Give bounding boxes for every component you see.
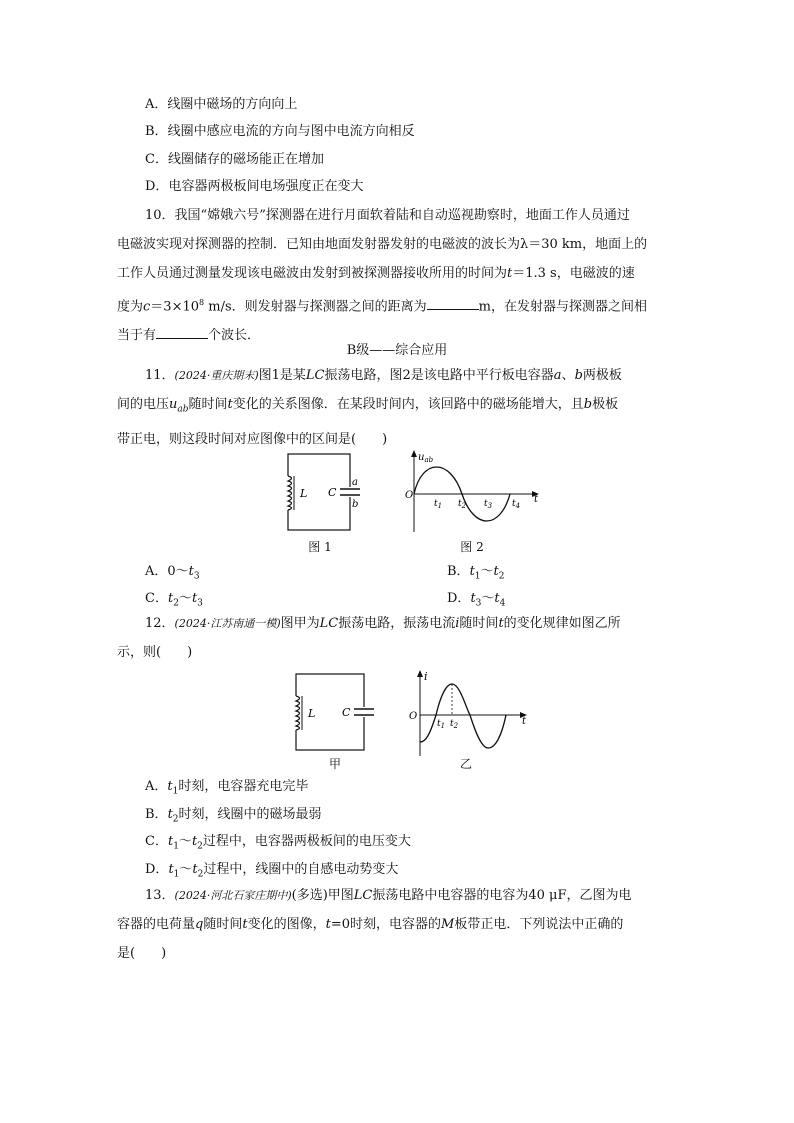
q11-row-1 [117, 361, 683, 390]
q9-option-c [145, 151, 324, 169]
option-letter: D． [145, 862, 169, 877]
question-number: 12． [145, 616, 175, 631]
label-b: b [352, 499, 359, 510]
var: t [167, 779, 173, 794]
tick-t4: $t_4$ [512, 499, 521, 510]
option-letter: A． [145, 779, 168, 794]
label-origin: O [405, 490, 414, 501]
tick-t3: $t_3$ [484, 499, 493, 510]
option-letter: B． [145, 124, 168, 139]
text: 示，则( ) [117, 645, 193, 660]
subscript: 2 [172, 814, 179, 825]
var: u [169, 397, 178, 412]
var: t [188, 564, 194, 579]
var: t [325, 917, 331, 932]
q12-figure-jia-caption: 甲 [328, 757, 341, 771]
var: t [167, 807, 173, 822]
text: 是( ) [117, 946, 167, 961]
q11-paragraph [117, 361, 683, 454]
text: ～ [481, 591, 495, 606]
option-letter: B． [447, 564, 470, 579]
text: 个波长． [208, 328, 261, 344]
var: t [191, 834, 198, 849]
label-L: L [300, 487, 308, 500]
q10-row-2 [117, 230, 683, 259]
label-C: C [342, 706, 351, 719]
text: 工作人员通过测量发现该电磁波由发射到被探测器接收所用的时间为 [117, 266, 508, 281]
var: t [242, 917, 248, 932]
label-uab: $u_{ab}$ [418, 452, 434, 464]
var: t [227, 397, 233, 412]
var: b [574, 368, 583, 383]
text: 板带正电．下列说法中正确的 [454, 917, 624, 932]
subscript: 3 [193, 571, 200, 582]
var: t [494, 591, 500, 606]
q12-option-c[interactable] [145, 833, 411, 856]
var: t [191, 591, 198, 606]
text: 随时间 [203, 917, 243, 932]
text: ，地面上的 [582, 237, 648, 252]
option-letter: A． [145, 564, 168, 579]
option-letter: B． [145, 807, 168, 822]
exponent: 8 [199, 298, 205, 307]
var: i [455, 616, 460, 631]
q13-row-2 [117, 910, 683, 939]
q12-option-b[interactable] [145, 806, 322, 829]
var: t [493, 564, 499, 579]
subscript: 2 [197, 841, 203, 852]
option-text: 过程中，线圈中的自感电动势变大 [203, 862, 399, 877]
q10-row-1 [117, 201, 683, 230]
option-letter: C． [145, 834, 168, 849]
var: a [553, 368, 562, 383]
answer-blank-2[interactable] [156, 324, 208, 339]
text: 、 [561, 368, 575, 383]
option-text: 电容器两极板间电场强度正在变大 [168, 179, 364, 194]
text: 10．我国“嫦娥六号”探测器在进行月面软着陆和自动巡视勘察时，地面工作人员通过 [145, 208, 630, 223]
subscript: 3 [197, 598, 203, 609]
q13-row-1 [117, 881, 683, 910]
text: 图甲为 [280, 616, 320, 631]
text: 电磁波实现对探测器的控制．已知由地面发射器发射的电磁波的波长为 [117, 237, 521, 252]
text: (多选)甲图 [291, 888, 354, 903]
label-a: a [352, 477, 358, 488]
subscript: 2 [197, 869, 204, 880]
option-text: 时刻，电容器充电完毕 [178, 779, 309, 794]
q12-option-a[interactable] [145, 778, 308, 801]
q12-row-2 [117, 638, 683, 667]
source-tag: (2024·江苏南通一模) [174, 617, 281, 630]
text: m，在发射器与探测器之间相 [478, 299, 647, 315]
text: 变化的关系图像．在某段时间内，该回路中的磁场能增大，且 [232, 397, 584, 412]
text: 图1是某 [258, 368, 306, 383]
text: ～ [480, 564, 494, 579]
q12-figure-yi-caption: 乙 [459, 757, 472, 771]
option-text: 线圈储存的磁场能正在增加 [167, 152, 324, 167]
subscript: 2 [173, 598, 179, 609]
q11-option-b[interactable] [447, 563, 505, 586]
text: 极板 [592, 397, 619, 412]
var: M [441, 917, 455, 932]
var: t [167, 591, 174, 606]
q10-paragraph [117, 201, 683, 350]
option-letter: D． [447, 591, 471, 606]
text: λ＝30 km [520, 237, 583, 252]
text: 振荡电路，振荡电流 [338, 616, 456, 631]
var: t [469, 564, 475, 579]
label-origin: O [409, 711, 418, 722]
text: m/s．则发射器与探测器之间的距离为 [204, 299, 427, 315]
option-text: 过程中，电容器两极板间的电压变大 [202, 834, 411, 849]
label-t: t [522, 716, 527, 727]
circuit-wire [296, 674, 364, 750]
subscript: 1 [173, 869, 180, 880]
text: 随时间 [459, 616, 499, 631]
option-letter: D． [145, 179, 169, 194]
var: t [470, 591, 476, 606]
q9-option-b [145, 123, 415, 141]
subscript: 3 [475, 598, 482, 609]
q11-figure-1-lc-circuit [280, 450, 360, 534]
var: b [583, 397, 593, 412]
var: LC [305, 368, 325, 383]
text: 变化的图像， [247, 917, 326, 932]
q12-row-1 [117, 609, 683, 638]
var: LC [353, 888, 373, 903]
question-number: 13． [145, 888, 175, 903]
current-sine-curve [420, 684, 506, 748]
q9-option-d [145, 178, 363, 196]
option-letter: A． [145, 97, 168, 112]
text: ＝1.3 s，电磁波的速 [512, 266, 635, 281]
label-C: C [328, 486, 337, 499]
var: c [143, 299, 151, 315]
q11-option-a[interactable] [145, 563, 200, 586]
q11-figure-2-uab-graph [400, 448, 545, 534]
subscript: 1 [173, 841, 179, 852]
text: =0时刻，电容器的 [330, 917, 442, 932]
option-text: 线圈中感应电流的方向与图中电流方向相反 [167, 124, 415, 139]
source-tag: (2024·河北石家庄期中) [174, 889, 292, 902]
option-text: 线圈中磁场的方向向上 [167, 97, 298, 112]
q11-row-2 [117, 390, 683, 425]
q12-figure-jia-lc-circuit [288, 670, 374, 754]
text: 的变化规律如图乙所 [503, 616, 621, 631]
text: 度为 [117, 299, 144, 315]
q10-row-3 [117, 259, 683, 288]
q13-paragraph [117, 881, 683, 968]
section-heading: B级——综合应用 [346, 343, 448, 358]
option-letter: C． [145, 591, 168, 606]
tick-t2: $t_2$ [450, 719, 459, 730]
answer-blank-1[interactable] [427, 295, 479, 310]
text: 0～ [167, 564, 189, 579]
text: 容器的电荷量 [117, 917, 196, 932]
circuit-wire [288, 454, 350, 530]
text: 两极板 [582, 368, 622, 383]
var: t [192, 862, 198, 877]
text: 间的电压 [117, 397, 170, 412]
q11-figure-2-caption: 图 2 [460, 540, 484, 554]
var: LC [319, 616, 339, 631]
tick-t1: $t_1$ [437, 719, 446, 730]
question-number: 11． [145, 368, 175, 383]
q13-row-3 [117, 939, 683, 968]
subscript: 2 [498, 571, 505, 582]
text: 振荡电路中电容器的电容为40 μF，乙图为电 [372, 888, 632, 903]
var: t [168, 862, 174, 877]
tick-t1: $t_1$ [434, 499, 443, 510]
text: ～ [178, 834, 192, 849]
text: ～ [178, 591, 192, 606]
q9-option-a [145, 96, 297, 114]
text: 随时间 [188, 397, 228, 412]
label-i: i [424, 670, 428, 683]
q12-figure-yi-current-graph [404, 668, 534, 758]
text: ＝3×10 [150, 299, 200, 315]
label-t: t [534, 494, 539, 505]
tick-t2: $t_2$ [458, 499, 467, 510]
var: t [167, 834, 174, 849]
text: 当于有 [117, 328, 157, 344]
var: t [507, 266, 513, 281]
text: 带正电，则这段时间对应图像中的区间是( ) [117, 431, 388, 447]
label-L: L [308, 707, 316, 720]
source-tag: (2024·重庆期末) [174, 369, 259, 382]
subscript: 1 [172, 786, 179, 797]
option-text: 时刻，线圈中的磁场最弱 [178, 807, 322, 822]
text: 振荡电路，图2是该电路中平行板电容器 [324, 368, 554, 383]
text: ～ [179, 862, 193, 877]
subscript: ab [177, 404, 189, 415]
q11-figure-1-caption: 图 1 [308, 540, 332, 554]
option-letter: C． [145, 152, 168, 167]
var: q [195, 917, 204, 932]
q12-paragraph [117, 609, 683, 667]
subscript: 4 [499, 598, 506, 609]
var: t [498, 616, 504, 631]
q10-row-4 [117, 288, 683, 321]
subscript: 1 [474, 571, 481, 582]
